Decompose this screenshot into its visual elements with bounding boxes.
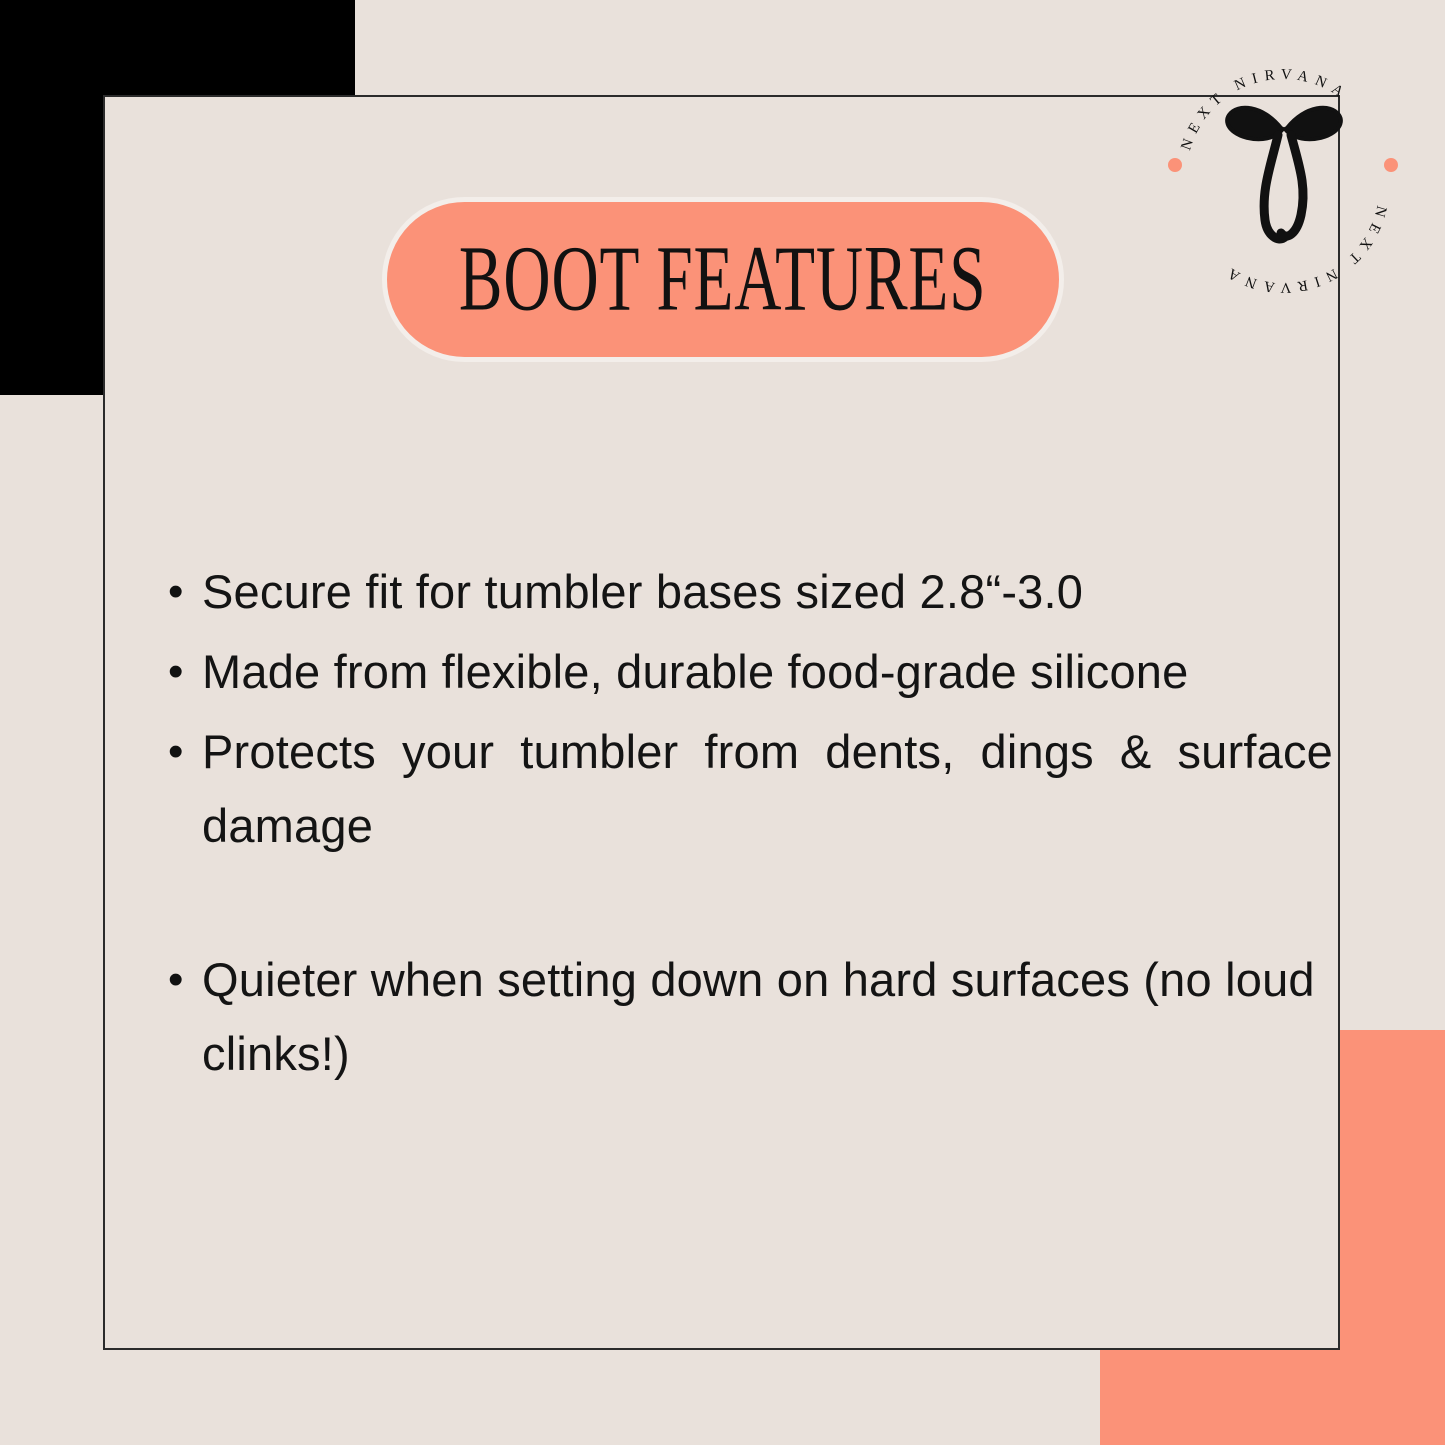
page-title: BOOT FEATURES — [459, 227, 987, 331]
list-item — [168, 715, 1333, 937]
feature-text: Quieter when setting down on hard surfaces (no loud clinks!) — [202, 953, 1315, 1080]
list-item — [168, 555, 1333, 629]
svg-text:NEXT NIRVANA: NEXT NIRVANA — [1219, 203, 1390, 296]
decorative-coral-block-bottom — [1100, 1345, 1445, 1445]
brand-logo — [1145, 15, 1410, 305]
feature-list — [168, 555, 1333, 1097]
bow-ribbon-icon — [1227, 108, 1341, 239]
bullet-icon: • — [168, 567, 184, 616]
list-item — [168, 635, 1333, 709]
bullet-icon: • — [168, 955, 184, 1004]
bullet-icon: • — [168, 647, 184, 696]
logo-ring-text — [1178, 67, 1389, 295]
title-pill — [382, 197, 1064, 362]
list-item — [168, 943, 1333, 1091]
logo-dot-right — [1384, 158, 1398, 172]
feature-text: Protects your tumbler from dents, dings & surface damage — [202, 725, 1333, 852]
feature-text: Made from flexible, durable food-grade silicone — [202, 645, 1189, 698]
bullet-icon: • — [168, 727, 184, 776]
svg-text:NEXT NIRVANA: NEXT NIRVANA — [1178, 66, 1352, 153]
logo-dot-left — [1168, 158, 1182, 172]
feature-text: Secure fit for tumbler bases sized 2.8“‑3.0 — [202, 565, 1084, 618]
